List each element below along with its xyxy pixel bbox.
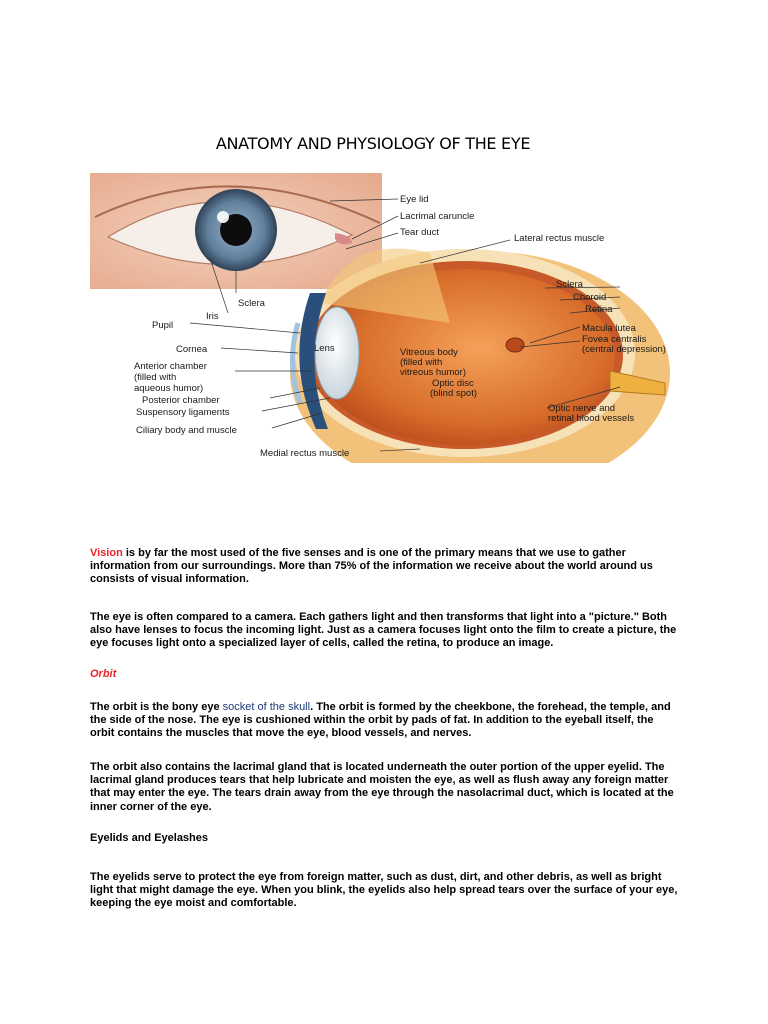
eye-reflection [217,211,229,223]
paragraph-orbit [90,701,680,741]
label-optic-disc-2: (blind spot) [430,388,477,399]
orbit-text-b: . The orbit is formed by the cheekbone, the forehead, the temple, and the side of the nose. The eye is cushioned within the orbit by pads of fat. In addition to the eyeball itself, the orbit contains the muscles that move the eye, blood vessels, and nerves. [90,701,671,740]
label-posterior-chamber: Posterior chamber [142,395,220,406]
label-optic-disc-1: Optic disc [432,378,474,389]
label-lacrimal-caruncle: Lacrimal caruncle [400,211,475,222]
label-cornea: Cornea [176,344,208,355]
label-sclera-top: Sclera [238,298,265,309]
paragraph-camera: The eye is often compared to a camera. Each gathers light and then transforms that light into a "picture." Both also have lenses to focus the incoming light. Just as a camera focuses light onto the film to create a picture, the eye focuses light onto a specialized layer of cells, called the retina, to produce an image. [90,611,677,650]
label-eye-lid: Eye lid [400,194,429,205]
label-fovea-2: (central depression) [582,344,666,355]
label-retina: Retina [585,304,613,315]
label-anterior-chamber-3: aqueous humor) [134,383,204,394]
vision-highlight: Vision [90,547,123,559]
paragraph-vision [90,547,680,587]
orbit-heading: Orbit [90,668,117,680]
paragraph-lacrimal: The orbit also contains the lacrimal gland that is located underneath the outer portion of the upper eyelid. The lacrimal gland produces tears that help lubricate and moisten the eye, as well as flush away any foreign matter that may enter the eye. The tears drain away from the eye through the nasolacrimal duct, which is located at the inner corner of the eye. [90,761,674,813]
label-fovea-1: Fovea centralis [582,334,647,345]
label-lens: Lens [314,343,335,354]
paragraph-eyelids: The eyelids serve to protect the eye from foreign matter, such as dust, dirt, and other debris, as well as bright light that might damage the eye. When you blink, the eyelids also help spread tears over the surface of your eye, keeping the eye moist and comfortable. [90,871,678,910]
label-optic-nerve-1: Optic nerve and [548,403,616,414]
label-vitreous-2: (filled with [400,357,443,368]
label-anterior-chamber-2: (filled with [134,372,177,383]
label-anterior-chamber-1: Anterior chamber [134,361,207,372]
eyelids-heading: Eyelids and Eyelashes [90,832,209,844]
eye-anatomy-diagram [90,173,704,463]
vision-text: is by far the most used of the five senses and is one of the primary means that we use to gather information from our surroundings. More than 75% of the information we receive about the world around us consists of visual information. [90,547,653,586]
label-lateral-rectus: Lateral rectus muscle [514,233,605,244]
label-sclera-right: Sclera [556,279,583,290]
label-optic-nerve-2: retinal blood vessels [548,413,635,424]
label-tear-duct: Tear duct [400,227,440,238]
label-macula: Macula lutea [582,323,636,334]
label-vitreous-3: vitreous humor) [400,367,466,378]
orbit-text-a: The orbit is the bony eye [90,701,223,713]
label-vitreous-1: Vitreous body [400,347,458,358]
label-suspensory: Suspensory ligaments [136,407,230,418]
label-medial-rectus: Medial rectus muscle [260,448,350,459]
page-title: ANATOMY AND PHYSIOLOGY OF THE EYE [215,134,531,153]
label-choroid: Choroid [573,292,607,303]
label-pupil: Pupil [152,320,174,331]
eye-anatomy-illustration [90,173,704,463]
socket-of-skull-link[interactable]: socket of the skull [222,701,311,713]
label-ciliary: Ciliary body and muscle [136,425,237,436]
label-iris: Iris [206,311,219,322]
macula-shape [506,338,524,352]
